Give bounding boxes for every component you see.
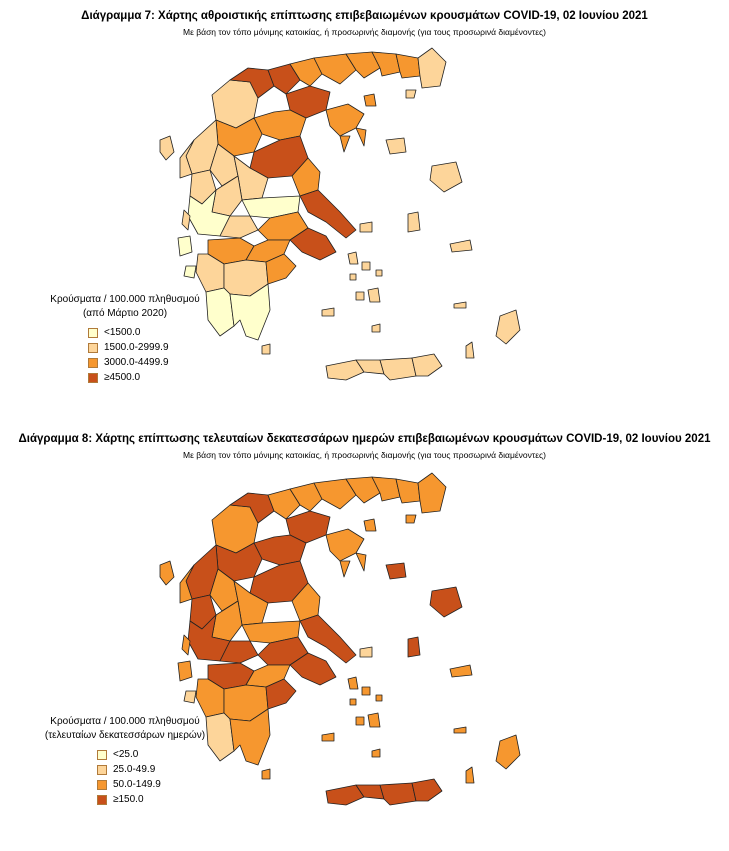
- region-samothraki: [406, 515, 416, 523]
- region-pieria-imathia: [254, 110, 306, 140]
- region-crete-heraklion: [380, 358, 416, 380]
- region-andros: [348, 252, 358, 264]
- region-chalkidiki-cape1: [340, 561, 350, 577]
- region-santorini: [372, 749, 380, 757]
- region-naxos: [368, 288, 380, 302]
- region-naxos: [368, 713, 380, 727]
- legend-title: Κρούσματα / 100.000 πληθυσμού: [50, 716, 200, 727]
- region-rhodes: [496, 310, 520, 344]
- legend-item: [88, 370, 220, 385]
- region-corfu: [160, 561, 174, 585]
- region-thasos: [364, 94, 376, 106]
- region-tinos: [362, 262, 370, 270]
- region-lemnos: [386, 138, 406, 154]
- legend-swatch: [88, 328, 98, 338]
- legend-label: <1500.0: [104, 327, 141, 338]
- region-lesvos: [430, 587, 462, 617]
- region-karpathos: [466, 342, 474, 358]
- region-kos: [454, 302, 466, 308]
- region-evros: [418, 473, 446, 513]
- region-chios: [408, 212, 420, 232]
- region-rhodes: [496, 735, 520, 769]
- region-mykonos: [376, 270, 382, 276]
- legend-swatch: [88, 373, 98, 383]
- map-legend: [25, 715, 225, 807]
- map-subtitle: Με βάση τον τόπο μόνιμης κατοικίας, ή προσωρινής διαμονής (για τους προσωρινά διαμένοντες): [183, 450, 546, 460]
- legend-label: 25.0-49.9: [113, 764, 156, 775]
- map-legend: [30, 293, 220, 385]
- region-kefalonia: [178, 661, 192, 681]
- legend-label: 50.0-149.9: [113, 779, 161, 790]
- region-syros: [350, 699, 356, 705]
- region-chios: [408, 637, 420, 657]
- legend-item: [97, 747, 225, 762]
- region-karpathos: [466, 767, 474, 783]
- region-rhodope: [396, 479, 420, 503]
- region-skyros: [360, 222, 372, 232]
- region-zakynthos: [184, 266, 196, 278]
- region-syros: [350, 274, 356, 280]
- region-evros: [418, 48, 446, 88]
- region-milos: [322, 308, 334, 316]
- legend-item: [88, 340, 220, 355]
- region-kefalonia: [178, 236, 192, 256]
- region-corfu: [160, 136, 174, 160]
- region-rhodope: [396, 54, 420, 78]
- region-paros: [356, 717, 364, 725]
- region-crete-heraklion: [380, 783, 416, 805]
- map-panel-14-day: [0, 425, 729, 851]
- legend-label: 3000.0-4499.9: [104, 357, 169, 368]
- legend-label: 1500.0-2999.9: [104, 342, 169, 353]
- region-crete-lasithi: [412, 779, 442, 801]
- map-panel-cumulative: [0, 0, 729, 425]
- legend-subtitle: (τελευταίων δεκατεσσάρων ημερών): [44, 730, 206, 741]
- legend-item: [97, 792, 225, 807]
- region-kos: [454, 727, 466, 733]
- legend-title: Κρούσματα / 100.000 πληθυσμού: [50, 294, 200, 305]
- region-kythira: [262, 769, 270, 779]
- region-chalkidiki-cape2: [356, 128, 366, 146]
- legend-item: [88, 325, 220, 340]
- legend-label: ≥4500.0: [104, 372, 141, 383]
- map-subtitle: Με βάση τον τόπο μόνιμης κατοικίας, ή προσωρινής διαμονής (για τους προσωρινά διαμένοντες): [183, 27, 546, 37]
- legend-swatch: [97, 750, 107, 760]
- region-chalkidiki-cape2: [356, 553, 366, 571]
- legend-item: [97, 777, 225, 792]
- region-paros: [356, 292, 364, 300]
- region-milos: [322, 733, 334, 741]
- region-samos: [450, 240, 472, 252]
- region-chalkidiki-cape1: [340, 136, 350, 152]
- region-thasos: [364, 519, 376, 531]
- region-samos: [450, 665, 472, 677]
- legend-swatch: [97, 795, 107, 805]
- legend-label: ≥150.0: [113, 794, 144, 805]
- region-santorini: [372, 324, 380, 332]
- region-zakynthos: [184, 691, 196, 703]
- region-kythira: [262, 344, 270, 354]
- legend-swatch: [88, 343, 98, 353]
- region-lesvos: [430, 162, 462, 192]
- region-skyros: [360, 647, 372, 657]
- region-crete-lasithi: [412, 354, 442, 376]
- map-title: Διάγραμμα 7: Χάρτης αθροιστικής επίπτωσης επιβεβαιωμένων κρουσμάτων COVID-19, 02 Ιουνίου 2021: [81, 10, 648, 22]
- legend-swatch: [97, 780, 107, 790]
- legend-label: <25.0: [113, 749, 139, 760]
- legend-item: [88, 355, 220, 370]
- region-samothraki: [406, 90, 416, 98]
- legend-swatch: [88, 358, 98, 368]
- region-mykonos: [376, 695, 382, 701]
- legend-swatch: [97, 765, 107, 775]
- map-title: Διάγραμμα 8: Χάρτης επίπτωσης τελευταίων δεκατεσσάρων ημερών επιβεβαιωμένων κρουσμάτων COVID-19, 02 Ιουνίου 2021: [18, 433, 711, 445]
- region-tinos: [362, 687, 370, 695]
- region-pieria-imathia: [254, 535, 306, 565]
- region-lemnos: [386, 563, 406, 579]
- region-andros: [348, 677, 358, 689]
- legend-item: [97, 762, 225, 777]
- legend-subtitle: (από Μάρτιο 2020): [82, 308, 168, 319]
